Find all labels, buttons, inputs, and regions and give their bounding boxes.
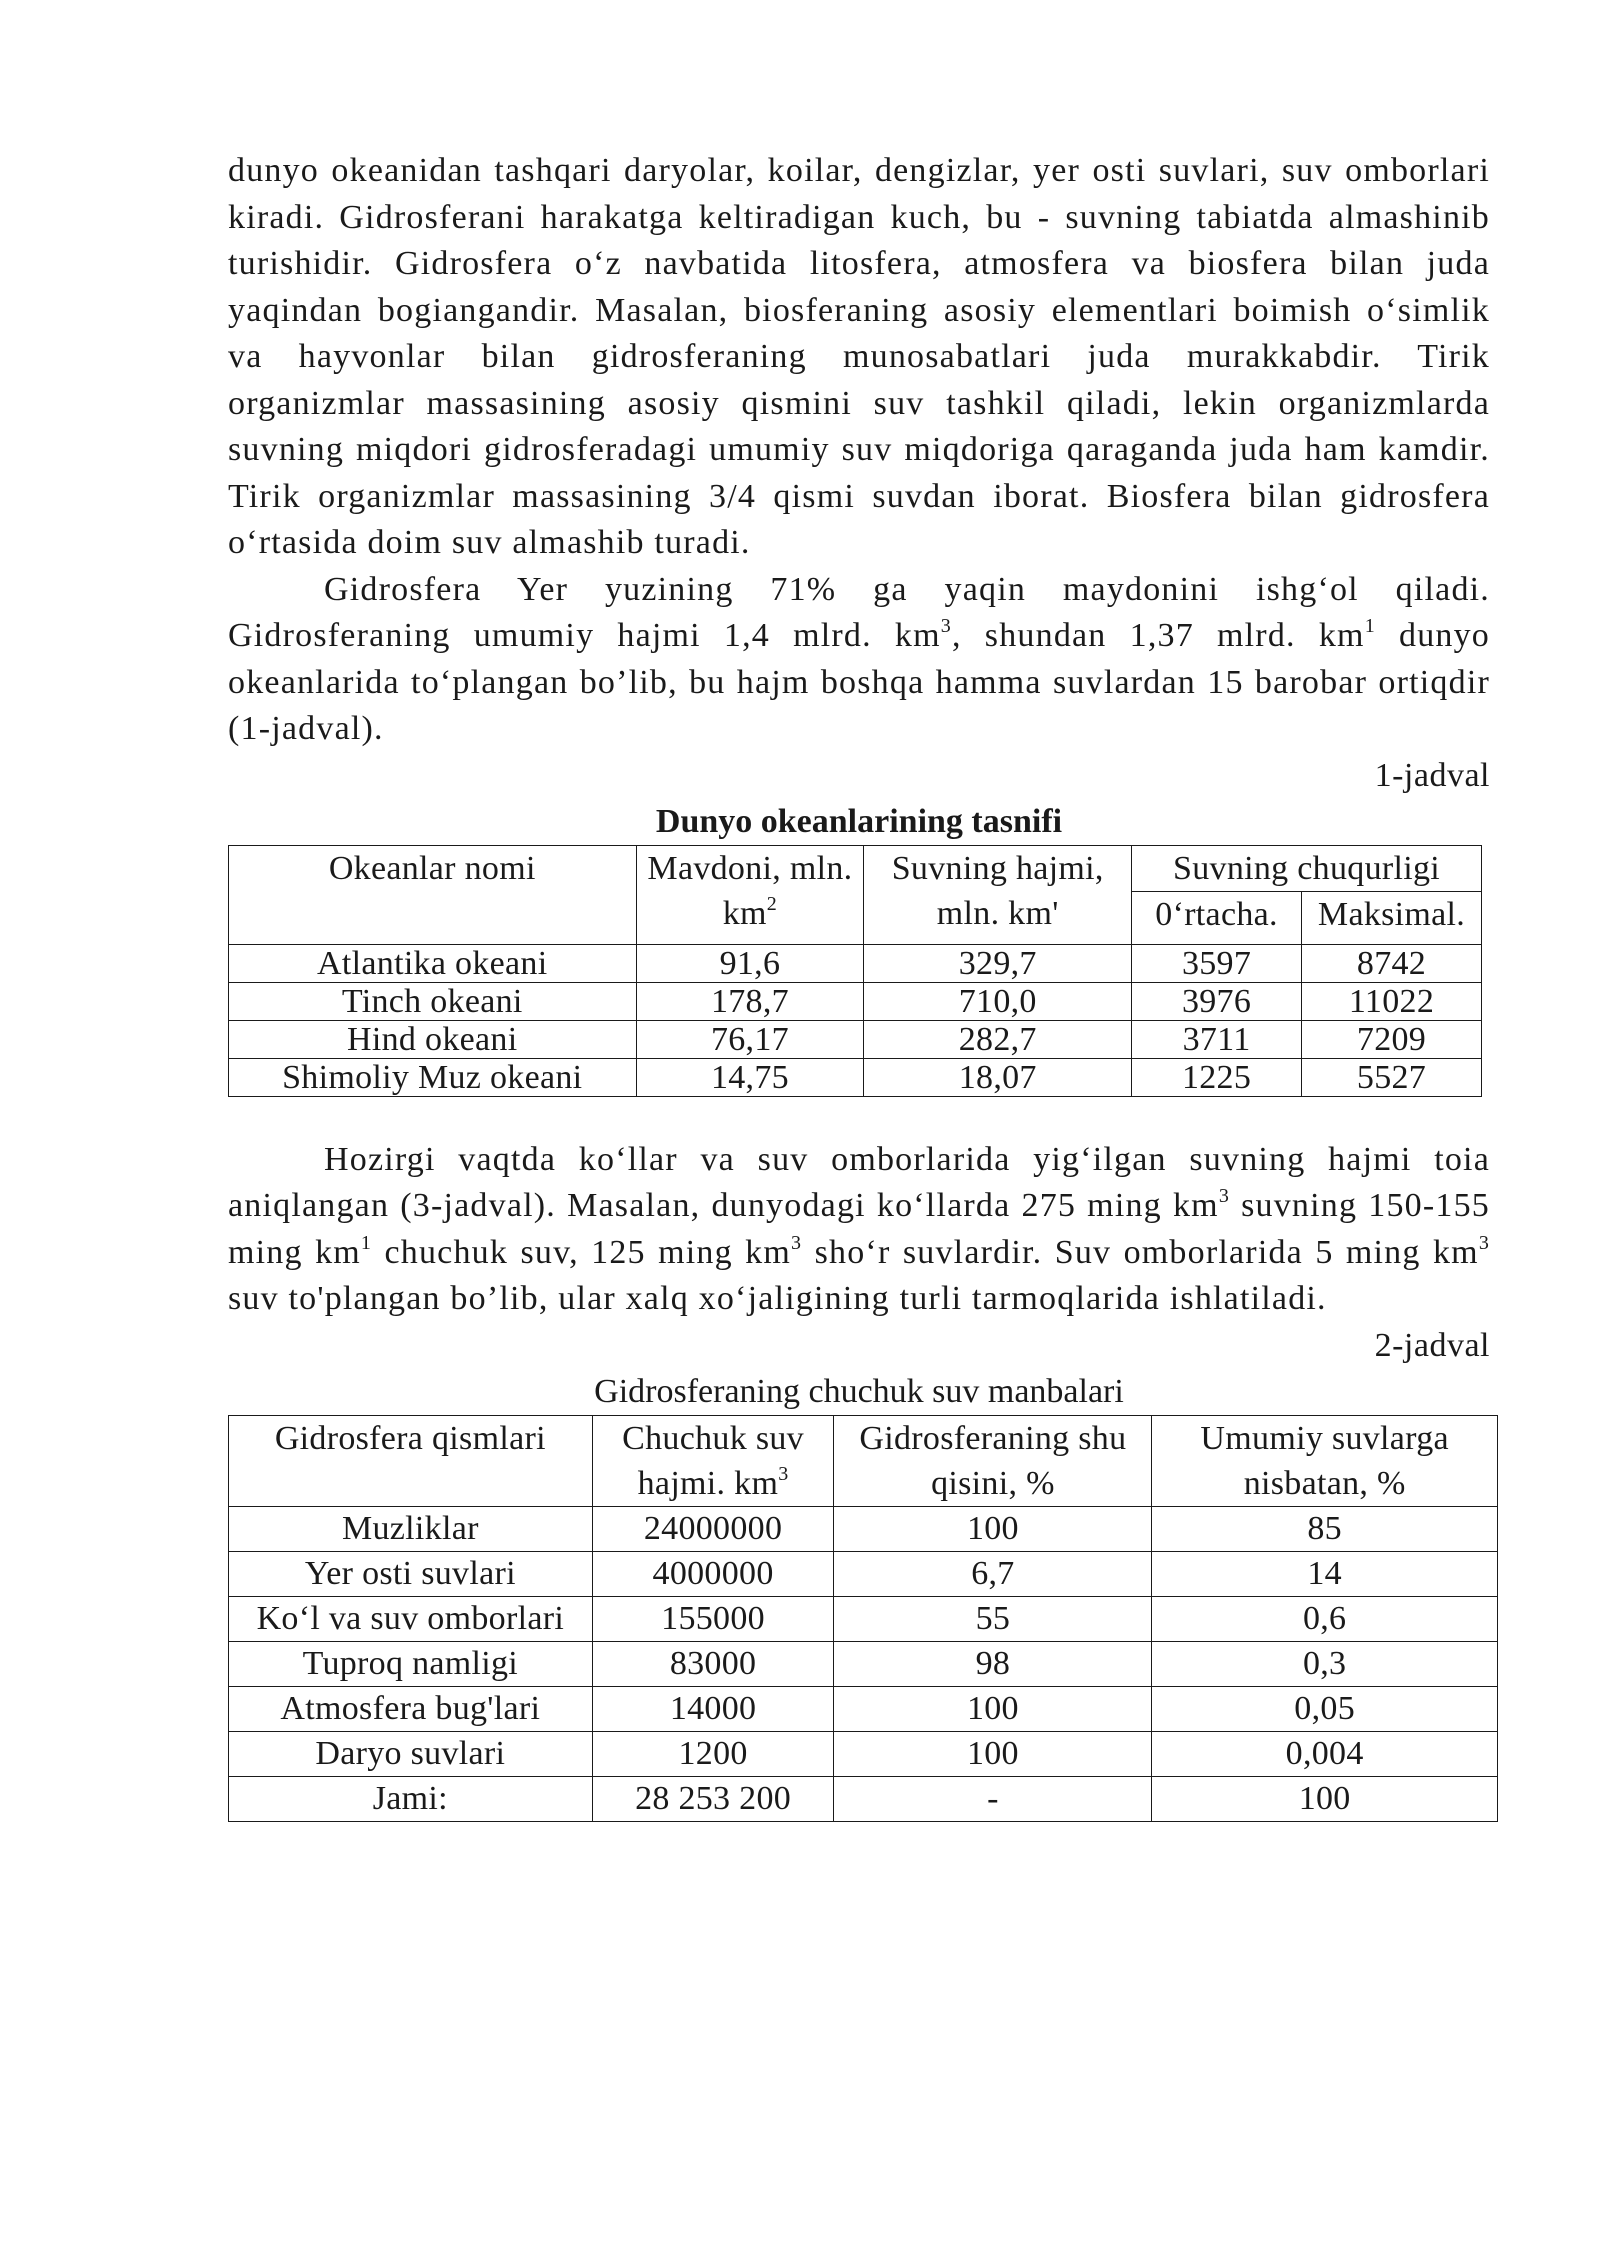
paragraph-hydrosphere-volume bbox=[228, 567, 1490, 753]
table-row bbox=[229, 1686, 1498, 1731]
table-row bbox=[229, 1058, 1482, 1096]
table-cell: Shimoliy Muz okeani bbox=[229, 1058, 637, 1096]
table-cell: 28 253 200 bbox=[592, 1776, 834, 1821]
table-row bbox=[229, 1020, 1482, 1058]
table-cell: 0,3 bbox=[1152, 1641, 1498, 1686]
text-run: , shundan 1,37 mlrd. km bbox=[951, 617, 1365, 654]
table-cell: 155000 bbox=[592, 1596, 834, 1641]
table-cell: 710,0 bbox=[864, 982, 1132, 1020]
header-volume-text: Chuchuk suv hajmi. km bbox=[622, 1419, 804, 1502]
table-cell: 0,05 bbox=[1152, 1686, 1498, 1731]
table-cell: 85 bbox=[1152, 1506, 1498, 1551]
superscript: 3 bbox=[778, 1462, 789, 1485]
header-depth-maximum: Maksimal. bbox=[1302, 891, 1482, 944]
text-run: Hozirgi vaqtda ko‘llar va suv omborlarida yig‘ilgan suvning hajmi toia aniqlangan (3-jadval). Masalan, dunyodagi ko‘llarda 275 ming km bbox=[228, 1140, 1490, 1224]
table1-title: Dunyo okeanlarining tasnifi bbox=[655, 802, 1063, 840]
superscript: 2 bbox=[766, 892, 778, 915]
table-cell: 5527 bbox=[1302, 1058, 1482, 1096]
table-cell: Tinch okeani bbox=[229, 982, 637, 1020]
superscript: 3 bbox=[791, 1231, 803, 1254]
table-row bbox=[229, 944, 1482, 982]
text-run: Gidrosfera Yer yuzining 71% ga yaqin maydonini ishg‘ol qiladi. Gidrosferaning umumiy hajmi 1,4 mlrd. km bbox=[228, 570, 1490, 654]
header-hydrosphere-share: Gidrosferaning shu qisini, % bbox=[834, 1415, 1152, 1506]
text-run: sho‘r suvlardir. Suv omborlarida 5 ming km bbox=[802, 1233, 1479, 1271]
table-cell: Tuproq namligi bbox=[229, 1641, 593, 1686]
table-cell: Yer osti suvlari bbox=[229, 1551, 593, 1596]
header-area bbox=[636, 845, 864, 944]
table2-title: Gidrosferaning chuchuk suv manbalari bbox=[594, 1372, 1124, 1410]
text-run: suvning 150-155 ming km bbox=[228, 1187, 1490, 1271]
paragraph-hydrosphere-intro: dunyo okeanidan tashqari daryolar, koilar, dengizlar, yer osti suvlari, suv omborlari kiradi. Gidrosferani harakatga keltiradigan kuch, bu - suvning tabiatda almashinib turishidir. Gidrosfera o‘z navbatida litosfera, atmosfera va biosfera bilan juda yaqindan bogiangandir. Masalan, biosferaning asosiy elementlari boimish o‘simlik va hayvonlar bilan gidrosferaning munosabatlari juda murakkabdir. Tirik organizmlar massasining asosiy qismini suv tashkil qiladi, lekin organizmlarda suvning miqdori gidrosferadagi umumiy suv miqdoriga qaraganda juda ham kamdir. Tirik organizmlar massasining 3/4 qismi suvdan iborat. Biosfera bilan gidrosfera o‘rtasida doim suv almashib turadi. bbox=[228, 152, 1490, 561]
table-cell: 1200 bbox=[592, 1731, 834, 1776]
table-row bbox=[229, 1506, 1498, 1551]
table-cell: 14000 bbox=[592, 1686, 834, 1731]
spacer bbox=[228, 1097, 1490, 1137]
table2-label: 2-jadval bbox=[1374, 1326, 1490, 1364]
header-depth-average: 0‘rtacha. bbox=[1132, 891, 1302, 944]
table-cell: Atmosfera bug'lari bbox=[229, 1686, 593, 1731]
header-total-ratio: Umumiy suvlarga nisbatan, % bbox=[1152, 1415, 1498, 1506]
table-cell: 55 bbox=[834, 1596, 1152, 1641]
table-cell: 3597 bbox=[1132, 944, 1302, 982]
table1-body bbox=[229, 944, 1482, 1096]
header-area-text: Mavdoni, mln. km bbox=[647, 849, 853, 932]
table-cell: Jami: bbox=[229, 1776, 593, 1821]
table-cell: 24000000 bbox=[592, 1506, 834, 1551]
table-cell: 0,6 bbox=[1152, 1596, 1498, 1641]
table-cell: 1225 bbox=[1132, 1058, 1302, 1096]
superscript: 3 bbox=[1218, 1185, 1231, 1207]
table-cell: 4000000 bbox=[592, 1551, 834, 1596]
document-page bbox=[228, 148, 1490, 1822]
table-row bbox=[229, 1551, 1498, 1596]
table-cell: 3711 bbox=[1132, 1020, 1302, 1058]
table-cell: 3976 bbox=[1132, 982, 1302, 1020]
table-cell: 76,17 bbox=[636, 1020, 864, 1058]
table2-body bbox=[229, 1506, 1498, 1821]
table-cell: Atlantika okeani bbox=[229, 944, 637, 982]
table-cell: 282,7 bbox=[864, 1020, 1132, 1058]
table-cell: 100 bbox=[1152, 1776, 1498, 1821]
superscript: 3 bbox=[1478, 1231, 1491, 1254]
fresh-water-sources-table bbox=[228, 1415, 1498, 1822]
table-row bbox=[229, 1776, 1498, 1821]
table-cell: Ko‘l va suv omborlari bbox=[229, 1596, 593, 1641]
header-hydrosphere-parts: Gidrosfera qismlari bbox=[229, 1415, 593, 1506]
text-run: chuchuk suv, 125 ming km bbox=[372, 1233, 792, 1271]
table-cell: 100 bbox=[834, 1686, 1152, 1731]
text-run: suv to'plangan bo’lib, ular xalq xo‘jaligining turli tarmoqlarida ishlatiladi. bbox=[228, 1280, 1327, 1317]
table-cell: 83000 bbox=[592, 1641, 834, 1686]
table-cell: Hind okeani bbox=[229, 1020, 637, 1058]
text-run: dunyo okeanlarida to‘plangan bo’lib, bu hajm boshqa hamma suvlardan 15 barobar ortiqdir (1-jadval). bbox=[228, 617, 1490, 747]
table2-header-row bbox=[229, 1415, 1498, 1506]
table-cell: 98 bbox=[834, 1641, 1152, 1686]
table-cell: 8742 bbox=[1302, 944, 1482, 982]
table-cell: 0,004 bbox=[1152, 1731, 1498, 1776]
superscript: 1 bbox=[360, 1231, 373, 1254]
table-row bbox=[229, 1641, 1498, 1686]
header-fresh-water-volume bbox=[592, 1415, 834, 1506]
table-cell: 329,7 bbox=[864, 944, 1132, 982]
table-cell: 18,07 bbox=[864, 1058, 1132, 1096]
table-row bbox=[229, 982, 1482, 1020]
table-cell: 100 bbox=[834, 1506, 1152, 1551]
table-cell: Daryo suvlari bbox=[229, 1731, 593, 1776]
table-cell: 14 bbox=[1152, 1551, 1498, 1596]
table-cell: 91,6 bbox=[636, 944, 864, 982]
table-cell: 100 bbox=[834, 1731, 1152, 1776]
paragraph-lakes-reservoirs bbox=[228, 1137, 1490, 1323]
table-cell: 14,75 bbox=[636, 1058, 864, 1096]
ocean-classification-table bbox=[228, 845, 1482, 1097]
table-cell: 178,7 bbox=[636, 982, 864, 1020]
table-row bbox=[229, 1596, 1498, 1641]
superscript: 3 bbox=[940, 615, 952, 637]
table-cell: 6,7 bbox=[834, 1551, 1152, 1596]
table1-header-row bbox=[229, 845, 1482, 891]
header-volume: Suvning hajmi, mln. km' bbox=[864, 845, 1132, 944]
table-cell: - bbox=[834, 1776, 1152, 1821]
superscript: 1 bbox=[1364, 615, 1376, 637]
table-cell: 7209 bbox=[1302, 1020, 1482, 1058]
table-row bbox=[229, 1731, 1498, 1776]
table-cell: Muzliklar bbox=[229, 1506, 593, 1551]
header-ocean-name: Okeanlar nomi bbox=[229, 845, 637, 944]
header-depth: Suvning chuqurligi bbox=[1132, 845, 1482, 891]
table-cell: 11022 bbox=[1302, 982, 1482, 1020]
table1-label: 1-jadval bbox=[1374, 756, 1490, 794]
